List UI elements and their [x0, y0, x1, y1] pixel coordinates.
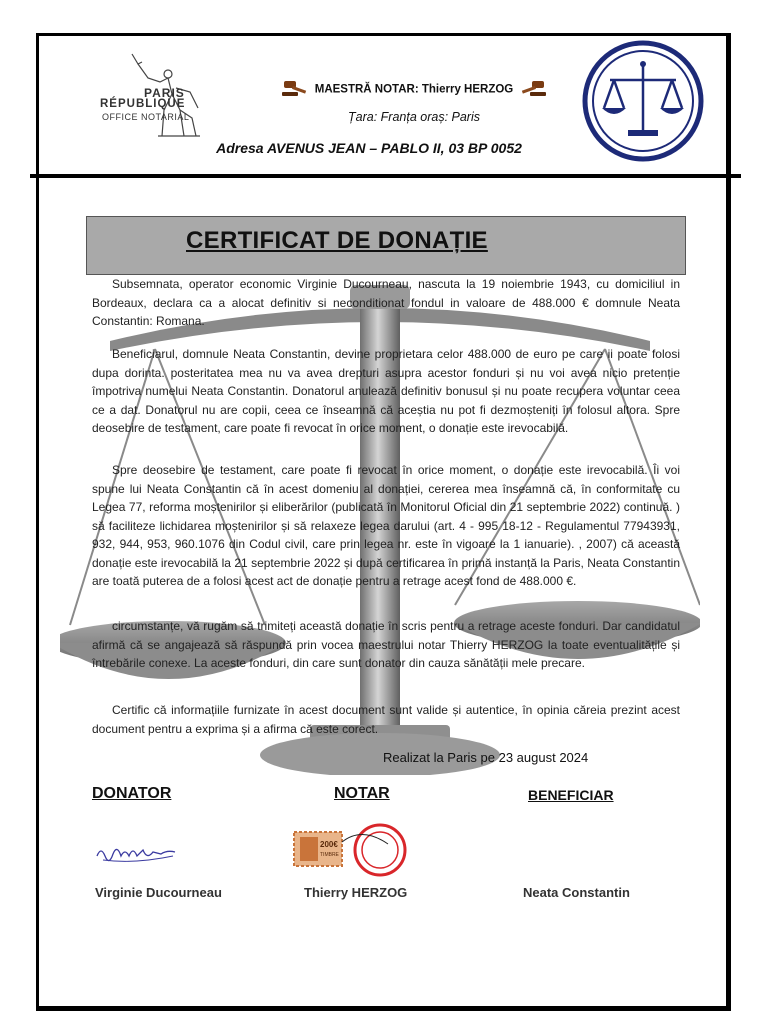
donor-label: DONATOR	[92, 785, 172, 802]
gavel-icon	[282, 79, 308, 100]
notary-stamp	[292, 822, 410, 878]
logo-paris: PARIS	[144, 86, 185, 100]
paragraph-5	[92, 701, 680, 738]
paragraph-5-text: Certific că informațiile furnizate în acest document sunt valide și autentice, în opinia căreia prezint acest document pentru a exprima și a afirma că este corect.	[92, 703, 680, 736]
paragraph-2-text: Beneficiarul, domnule Neata Constantin, devine proprietara celor 488.000 de euro pe care ii poate folosi dupa dorinta. posteritatea mea nu va avea drepturi asupra acestor fonduri și nu voi avea nicio pretenție împotriva numelui Neata Constantin. Donatorul anulează definitiv bonusul și nu poate recupera voluntar ceea ce a dat. Donatorul nu are copii, ceea ce înseamnă că aceștia nu pot fi dezmoșteniți în folosul altora. Spre deosebire de testament, care poate fi revocat în orice moment, o donație este irevocabilă.	[92, 347, 680, 435]
beneficiary-label: BENEFICIAR	[528, 787, 614, 803]
stamp-icon	[292, 822, 410, 878]
logo-republique: RÉPUBLIQUE	[100, 98, 186, 110]
stamp-caption: TIMBRE	[320, 852, 339, 858]
donor-name: Virginie Ducourneau	[95, 885, 222, 900]
header-divider	[30, 174, 741, 178]
donor-signature	[95, 838, 180, 868]
paragraph-1-text: Subsemnata, operator economic Virginie Ducourneau, nascuta la 19 noiembrie 1943, cu domiciliul in Bordeaux, declara ca a alocat definitiv si neconditionat fondul in valoare de 488.000 € domnule Neata Constantin: Romana.	[92, 277, 680, 328]
document-title: CERTIFICAT DE DONAȚIE	[186, 227, 488, 254]
address-line: Adresa AVENUS JEAN – PABLO II, 03 BP 0052	[216, 140, 522, 156]
paragraph-1	[92, 275, 680, 331]
paragraph-4-text: circumstanțe, vă rugăm să trimiteți această donație în scris pentru a retrage aceste fonduri. Dar candidatul afirmă că se angajează să răspundă prin vocea maestrului notar Thierry HERZOG la toate eventualitățile și întrebările conexe. La aceste fonduri, din care sunt donator din cauza sănătății mele precare.	[92, 619, 680, 670]
paragraph-3	[92, 461, 680, 591]
beneficiary-name: Neata Constantin	[523, 885, 630, 900]
notary-name: Thierry HERZOG	[304, 885, 408, 900]
paragraph-4	[92, 617, 680, 673]
gavel-icon	[520, 79, 546, 100]
country-city-line: Țara: Franța oraș: Paris	[348, 110, 480, 124]
paragraph-3-text: Spre deosebire de testament, care poate fi revocat în orice moment, o donație este irevocabilă. Îi voi spune lui Neata Constantin că în acest domeniu al donației, cererea mea înseamnă că, în conformitate cu Legea 77, reforma moștenirilor și eliberărilor (publicată în Monitorul Oficial din 21 septembrie 2022) continuă. ) să faciliteze lichidarea moștenirilor și să relaxeze legea darului (art. 4 - 995 18-12 - Regulamentul 77943931, 932, 944, 953, 960.1076 din Codul civil, care prin legea nr. este în vigoare la 1 ianuarie). , 2007) că această donație este irevocabilă la 21 septembrie 2022 și după certificarea în primă instanță la Paris, Neata Constantin are toată puterea de a folosi acest act de donație pentru a retrage acest fond de 488.000 €.	[92, 463, 680, 588]
notary-name-line: MAESTRĂ NOTAR: Thierry HERZOG	[314, 83, 514, 96]
paragraph-2	[92, 345, 680, 438]
place-and-date: Realizat la Paris pe 23 august 2024	[383, 750, 589, 765]
stamp-value: 200€	[320, 840, 338, 849]
logo-office-notarial: OFFICE NOTARIAL	[102, 112, 190, 122]
scales-of-justice-icon	[582, 40, 704, 162]
notary-label: NOTAR	[334, 785, 390, 802]
justice-seal	[582, 40, 704, 162]
